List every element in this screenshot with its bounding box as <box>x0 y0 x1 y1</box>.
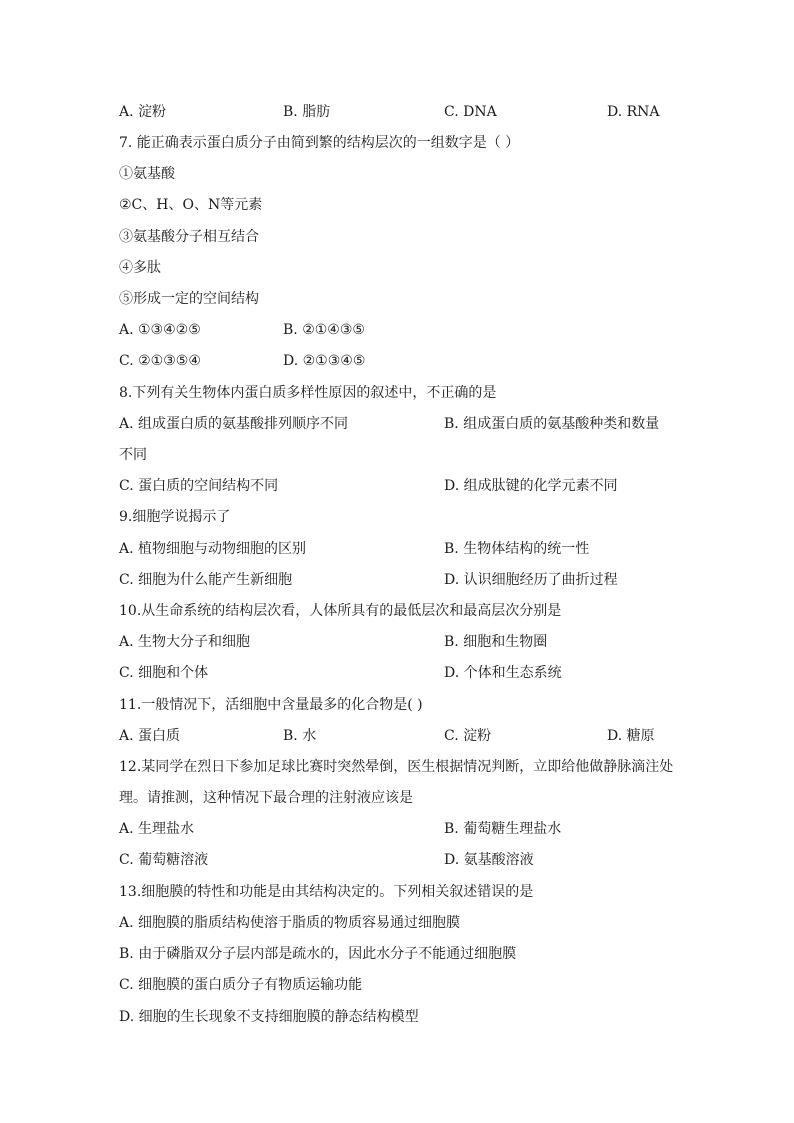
option-c[interactable]: C. 淀粉 <box>444 728 492 744</box>
option-c[interactable]: C. 葡萄糖溶液 <box>119 852 209 868</box>
option-b[interactable]: B. 细胞和生物圈 <box>444 634 548 650</box>
q7-item-2: ②C、H、O、N等元素 <box>119 197 263 213</box>
q8-option-b-wrap: 不同 <box>119 447 147 463</box>
q8-stem: 8.下列有关生物体内蛋白质多样性原因的叙述中，不正确的是 <box>119 385 497 401</box>
option-b[interactable]: B. ②①④③⑤ <box>283 322 365 338</box>
option-d[interactable]: D. RNA <box>607 104 660 120</box>
option-c[interactable]: C. 细胞和个体 <box>119 665 209 681</box>
q7-item-1: ①氨基酸 <box>119 166 175 182</box>
q9-stem: 9.细胞学说揭示了 <box>119 509 231 525</box>
option-d[interactable]: D. 组成肽键的化学元素不同 <box>444 478 618 494</box>
q13-option-d[interactable]: D. 细胞的生长现象不支持细胞膜的静态结构模型 <box>119 1009 419 1025</box>
q13-option-b[interactable]: B. 由于磷脂双分子层内部是疏水的，因此水分子不能通过细胞膜 <box>119 946 517 962</box>
option-c[interactable]: C. 细胞为什么能产生新细胞 <box>119 572 293 588</box>
option-d[interactable]: D. 氨基酸溶液 <box>444 852 534 868</box>
option-a[interactable]: A. 组成蛋白质的氨基酸排列顺序不同 <box>119 416 349 432</box>
option-d[interactable]: D. 个体和生态系统 <box>444 665 562 681</box>
option-a[interactable]: A. 生物大分子和细胞 <box>119 634 251 650</box>
option-b[interactable]: B. 水 <box>283 728 317 744</box>
q7-stem: 7. 能正确表示蛋白质分子由简到繁的结构层次的一组数字是（ ） <box>119 135 520 151</box>
option-a[interactable]: A. 植物细胞与动物细胞的区别 <box>119 541 307 557</box>
q7-item-4: ④多肽 <box>119 260 161 276</box>
q13-option-c[interactable]: C. 细胞膜的蛋白质分子有物质运输功能 <box>119 977 363 993</box>
option-c[interactable]: C. ②①③⑤④ <box>119 353 201 369</box>
option-d[interactable]: D. 认识细胞经历了曲折过程 <box>444 572 618 588</box>
option-b[interactable]: B. 葡萄糖生理盐水 <box>444 821 562 837</box>
option-b[interactable]: B. 生物体结构的统一性 <box>444 541 590 557</box>
option-a[interactable]: A. 生理盐水 <box>119 821 195 837</box>
option-a[interactable]: A. 淀粉 <box>119 104 167 120</box>
q10-stem: 10.从生命系统的结构层次看，人体所具有的最低层次和最高层次分别是 <box>119 603 562 619</box>
q13-stem: 13.细胞膜的特性和功能是由其结构决定的。下列相关叙述错误的是 <box>119 884 534 900</box>
q13-option-a[interactable]: A. 细胞膜的脂质结构使溶于脂质的物质容易通过细胞膜 <box>119 915 461 931</box>
q12-stem-line-1: 12.某同学在烈日下参加足球比赛时突然晕倒，医生根据情况判断，立即给他做静脉滴注处 <box>119 759 674 775</box>
option-a[interactable]: A. 蛋白质 <box>119 728 181 744</box>
q7-item-5: ⑤形成一定的空间结构 <box>119 291 259 307</box>
option-c[interactable]: C. DNA <box>444 104 497 120</box>
option-a[interactable]: A. ①③④②⑤ <box>119 322 201 338</box>
option-d[interactable]: D. 糖原 <box>607 728 655 744</box>
option-b[interactable]: B. 脂肪 <box>283 104 331 120</box>
option-d[interactable]: D. ②①③④⑤ <box>283 353 366 369</box>
q11-stem: 11.一般情况下，活细胞中含量最多的化合物是( ) <box>119 697 423 713</box>
option-b[interactable]: B. 组成蛋白质的氨基酸种类和数量 <box>444 416 660 432</box>
q7-item-3: ③氨基酸分子相互结合 <box>119 229 259 245</box>
option-c[interactable]: C. 蛋白质的空间结构不同 <box>119 478 279 494</box>
q12-stem-line-2: 理。请推测，这种情况下最合理的注射液应该是 <box>119 790 413 806</box>
